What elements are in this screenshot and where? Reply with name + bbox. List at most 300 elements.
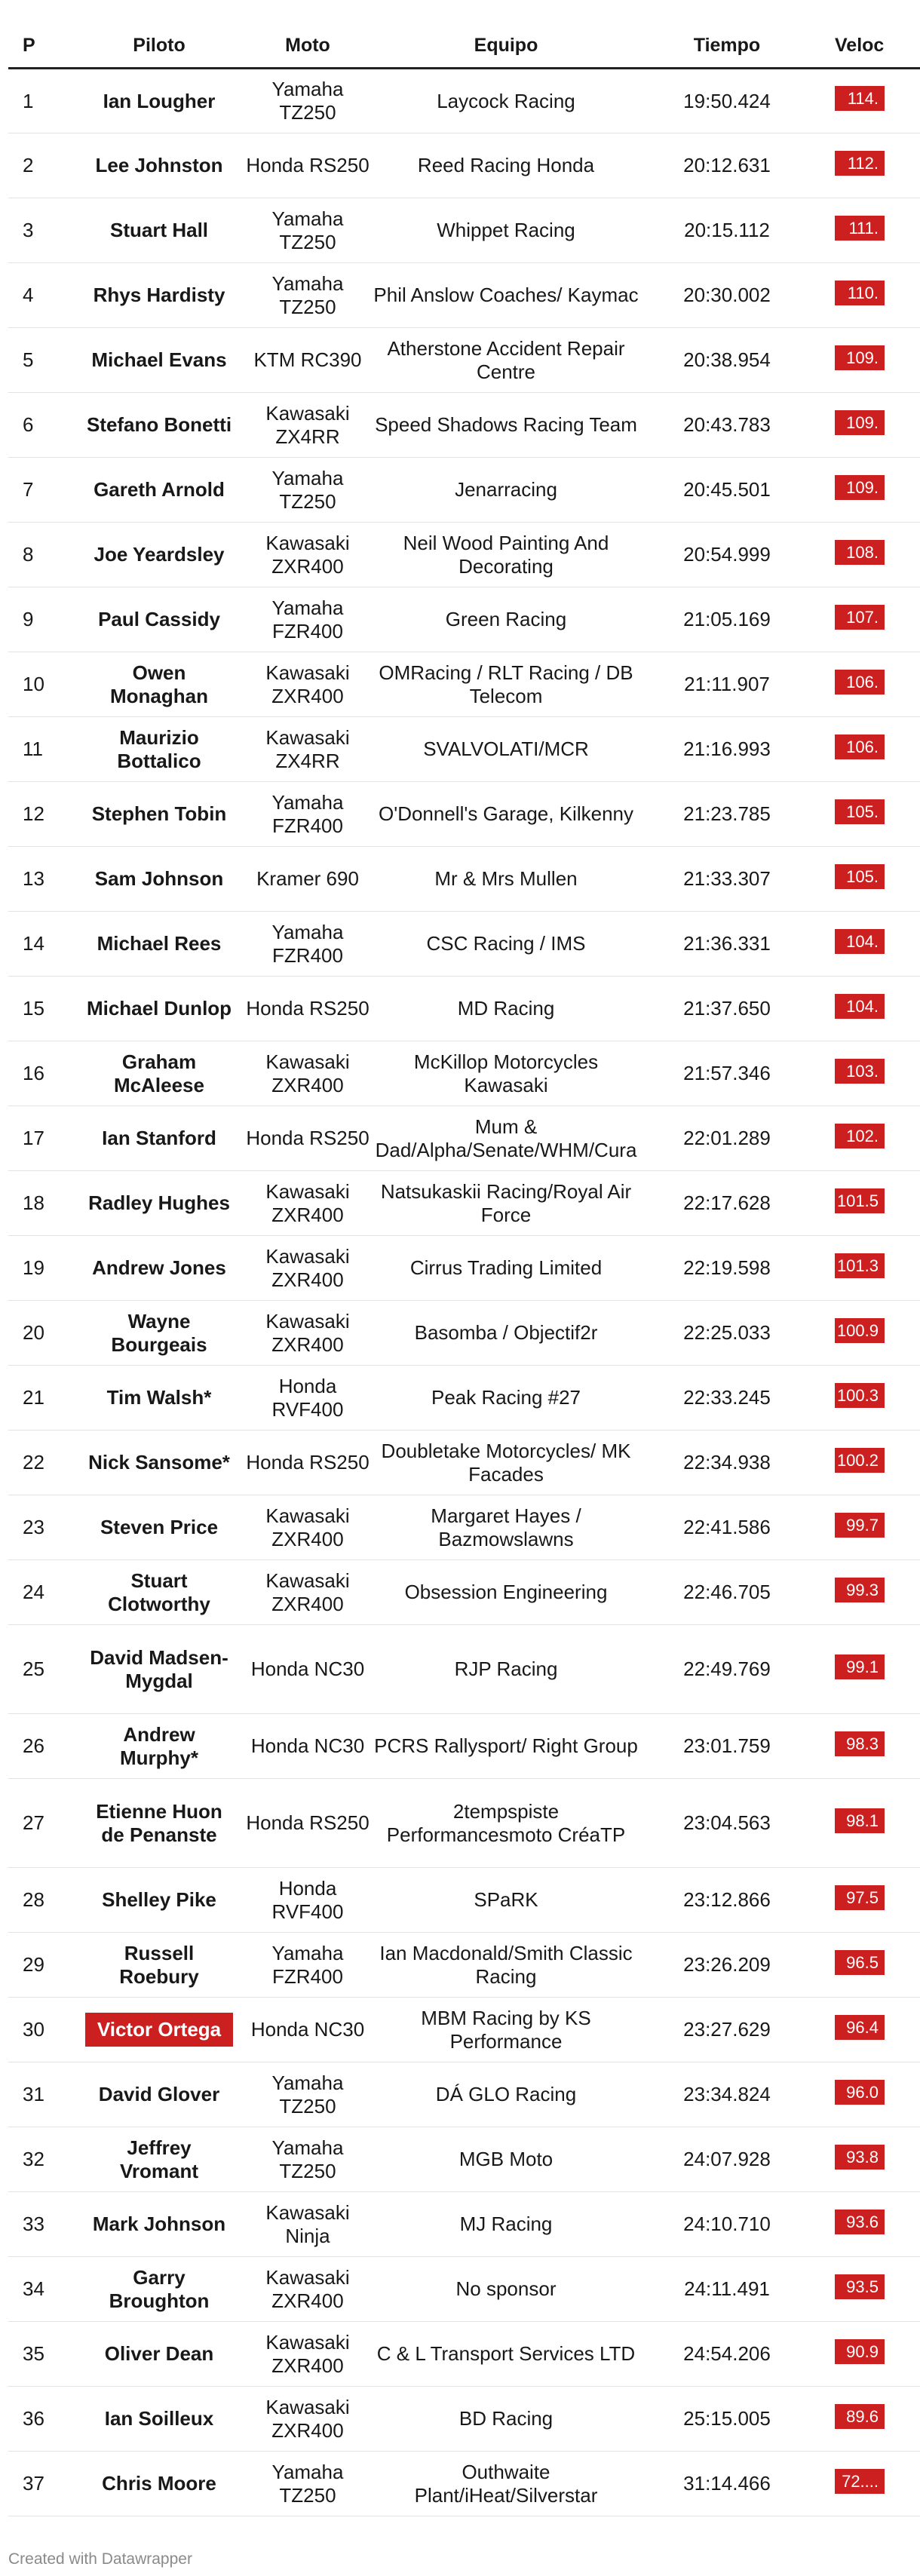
bike-cell: Yamaha TZ250 [242,458,373,523]
team-cell: Phil Anslow Coaches/ Kaymac [373,263,639,328]
time-cell: 22:33.245 [639,1366,815,1431]
team-cell: MJ Racing [373,2192,639,2257]
time-cell: 22:25.033 [639,1301,815,1366]
time-cell: 21:37.650 [639,977,815,1041]
table-row [8,847,920,912]
position-cell: 34 [8,2257,76,2322]
team-cell: Reed Racing Honda [373,133,639,198]
speed-badge: 112. [835,151,885,176]
team-cell: 2tempspiste Performancesmoto CréaTP [373,1779,639,1868]
team-cell: Laycock Racing [373,69,639,133]
rider-cell [76,652,242,717]
table-row [8,2062,920,2127]
header-speed: Veloc [815,24,920,69]
team-cell: MBM Racing by KS Performance [373,1998,639,2062]
time-cell: 22:01.289 [639,1106,815,1171]
rider-name: Paul Cassidy [98,608,220,630]
team-cell: Green Racing [373,587,639,652]
speed-cell [815,1236,920,1301]
rider-cell [76,717,242,782]
bike-cell: Kawasaki ZXR400 [242,2322,373,2387]
speed-badge: 108. [835,540,885,565]
bike-cell: Kawasaki ZXR400 [242,652,373,717]
rider-cell [76,1714,242,1779]
rider-name: Chris Moore [102,2472,216,2495]
rider-cell [76,1625,242,1714]
position-cell: 32 [8,2127,76,2192]
table-row [8,1625,920,1714]
time-cell: 24:10.710 [639,2192,815,2257]
speed-badge: 97.5 [835,1885,885,1910]
position-cell: 18 [8,1171,76,1236]
table-row [8,717,920,782]
bike-cell: Kawasaki ZXR400 [242,1236,373,1301]
speed-cell [815,1431,920,1495]
speed-cell [815,393,920,458]
rider-name: Stuart Clotworthy [108,1569,210,1615]
table-row [8,1933,920,1998]
speed-badge: 96.0 [835,2080,885,2105]
table-row [8,458,920,523]
speed-cell [815,912,920,977]
bike-cell: Kawasaki ZXR400 [242,1041,373,1106]
speed-badge: 99.7 [835,1513,885,1538]
team-cell: RJP Racing [373,1625,639,1714]
rider-cell [76,328,242,393]
speed-cell [815,458,920,523]
position-cell: 14 [8,912,76,977]
bike-cell: Yamaha TZ250 [242,2127,373,2192]
speed-badge: 104. [835,994,885,1019]
bike-cell: Yamaha FZR400 [242,912,373,977]
time-cell: 21:16.993 [639,717,815,782]
speed-badge: 101.5 [835,1188,885,1213]
position-cell: 19 [8,1236,76,1301]
team-cell: No sponsor [373,2257,639,2322]
rider-name: Russell Roebury [119,1941,199,1988]
rider-name: Stefano Bonetti [86,413,232,436]
speed-cell [815,1933,920,1998]
team-cell: O'Donnell's Garage, Kilkenny [373,782,639,847]
table-row [8,912,920,977]
table-row [8,393,920,458]
bike-cell: Honda NC30 [242,1625,373,1714]
team-cell: Jenarracing [373,458,639,523]
bike-cell: Kawasaki ZXR400 [242,1171,373,1236]
position-cell: 26 [8,1714,76,1779]
speed-cell [815,1106,920,1171]
time-cell: 20:43.783 [639,393,815,458]
team-cell: Cirrus Trading Limited [373,1236,639,1301]
rider-cell [76,263,242,328]
rider-name: Owen Monaghan [110,661,208,707]
speed-cell [815,652,920,717]
team-cell: OMRacing / RLT Racing / DB Telecom [373,652,639,717]
results-table-container [8,24,920,2516]
time-cell: 24:54.206 [639,2322,815,2387]
speed-cell [815,1779,920,1868]
time-cell: 22:46.705 [639,1560,815,1625]
bike-cell: KTM RC390 [242,328,373,393]
speed-cell [815,1301,920,1366]
speed-cell [815,2257,920,2322]
bike-cell: Honda RS250 [242,133,373,198]
rider-cell [76,1998,242,2062]
position-cell: 29 [8,1933,76,1998]
speed-cell [815,1998,920,2062]
rider-cell [76,847,242,912]
position-cell: 11 [8,717,76,782]
time-cell: 19:50.424 [639,69,815,133]
rider-cell [76,2257,242,2322]
position-cell: 22 [8,1431,76,1495]
rider-name: Oliver Dean [104,2342,214,2365]
bike-cell: Yamaha FZR400 [242,1933,373,1998]
bike-cell: Yamaha TZ250 [242,69,373,133]
rider-name: Ian Stanford [102,1127,216,1149]
rider-name: David Madsen-Mygdal [90,1645,228,1692]
team-cell: Speed Shadows Racing Team [373,393,639,458]
speed-badge: 100.9 [835,1318,885,1343]
position-cell: 7 [8,458,76,523]
position-cell: 25 [8,1625,76,1714]
bike-cell: Yamaha TZ250 [242,2452,373,2516]
position-cell: 33 [8,2192,76,2257]
speed-cell [815,69,920,133]
rider-cell [76,2062,242,2127]
time-cell: 31:14.466 [639,2452,815,2516]
speed-badge: 102. [835,1124,885,1148]
rider-cell [76,1106,242,1171]
bike-cell: Kawasaki Ninja [242,2192,373,2257]
team-cell: Outhwaite Plant/iHeat/Silverstar [373,2452,639,2516]
rider-name: David Glover [98,2083,220,2105]
header-rider: Piloto [76,24,242,69]
team-cell: Basomba / Objectif2r [373,1301,639,1366]
position-cell: 37 [8,2452,76,2516]
bike-cell: Honda RS250 [242,1431,373,1495]
bike-cell: Kawasaki ZXR400 [242,2257,373,2322]
rider-cell [76,1041,242,1106]
rider-cell [76,2322,242,2387]
rider-name: Shelley Pike [102,1888,216,1911]
table-row [8,2127,920,2192]
position-cell: 12 [8,782,76,847]
team-cell: Doubletake Motorcycles/ MK Facades [373,1431,639,1495]
time-cell: 20:38.954 [639,328,815,393]
rider-name: Michael Evans [91,348,227,371]
position-cell: 10 [8,652,76,717]
team-cell: SVALVOLATI/MCR [373,717,639,782]
rider-name: Graham McAleese [114,1050,204,1096]
speed-cell [815,977,920,1041]
speed-badge: 104. [835,929,885,954]
rider-cell [76,2127,242,2192]
rider-cell [76,133,242,198]
rider-name: Joe Yeardsley [94,543,225,566]
rider-name: Mark Johnson [92,2213,226,2235]
position-cell: 24 [8,1560,76,1625]
speed-cell [815,1560,920,1625]
rider-name: Victor Ortega [85,2013,233,2047]
position-cell: 9 [8,587,76,652]
time-cell: 21:11.907 [639,652,815,717]
rider-cell [76,1171,242,1236]
position-cell: 5 [8,328,76,393]
speed-cell [815,782,920,847]
speed-badge: 99.1 [835,1654,885,1679]
bike-cell: Honda RS250 [242,977,373,1041]
speed-badge: 106. [835,734,885,759]
rider-name: Rhys Hardisty [93,284,225,306]
speed-cell [815,1495,920,1560]
team-cell: McKillop Motorcycles Kawasaki [373,1041,639,1106]
table-row [8,2387,920,2452]
speed-badge: 99.3 [835,1578,885,1602]
speed-cell [815,1868,920,1933]
rider-name: Lee Johnston [95,154,223,176]
speed-badge: 105. [835,864,885,889]
rider-cell [76,523,242,587]
team-cell: BD Racing [373,2387,639,2452]
time-cell: 20:15.112 [639,198,815,263]
speed-cell [815,2452,920,2516]
team-cell: SPaRK [373,1868,639,1933]
bike-cell: Kawasaki ZXR400 [242,523,373,587]
table-row [8,1560,920,1625]
rider-name: Etienne Huon de Penanste [96,1799,222,1846]
speed-cell [815,328,920,393]
speed-badge: 98.1 [835,1808,885,1833]
time-cell: 20:54.999 [639,523,815,587]
table-row [8,2452,920,2516]
bike-cell: Yamaha TZ250 [242,198,373,263]
speed-badge: 106. [835,670,885,695]
time-cell: 20:30.002 [639,263,815,328]
team-cell: Mum & Dad/Alpha/Senate/WHM/Cura [373,1106,639,1171]
team-cell: MGB Moto [373,2127,639,2192]
rider-name: Maurizio Bottalico [117,725,201,772]
speed-badge: 72.... [835,2469,885,2494]
rider-name: Gareth Arnold [94,478,225,501]
speed-cell [815,133,920,198]
speed-badge: 105. [835,799,885,824]
position-cell: 15 [8,977,76,1041]
rider-cell [76,1236,242,1301]
table-row [8,198,920,263]
rider-name: Nick Sansome* [88,1451,230,1474]
time-cell: 21:36.331 [639,912,815,977]
header-row [8,24,920,69]
rider-name: Ian Lougher [103,89,216,112]
rider-name: Ian Soilleux [104,2407,214,2430]
speed-cell [815,2062,920,2127]
rider-cell [76,912,242,977]
team-cell: C & L Transport Services LTD [373,2322,639,2387]
table-row [8,1041,920,1106]
speed-badge: 100.2 [835,1448,885,1473]
team-cell: Mr & Mrs Mullen [373,847,639,912]
time-cell: 20:12.631 [639,133,815,198]
team-cell: Atherstone Accident Repair Centre [373,328,639,393]
speed-badge: 98.3 [835,1731,885,1756]
speed-cell [815,587,920,652]
bike-cell: Yamaha FZR400 [242,782,373,847]
bike-cell: Yamaha FZR400 [242,587,373,652]
speed-badge: 93.6 [835,2210,885,2234]
position-cell: 6 [8,393,76,458]
rider-name: Michael Dunlop [86,997,232,1020]
table-row [8,523,920,587]
speed-cell [815,717,920,782]
bike-cell: Kawasaki ZXR400 [242,1301,373,1366]
time-cell: 21:23.785 [639,782,815,847]
time-cell: 22:19.598 [639,1236,815,1301]
speed-cell [815,1171,920,1236]
team-cell: DÁ GLO Racing [373,2062,639,2127]
speed-cell [815,2387,920,2452]
time-cell: 23:34.824 [639,2062,815,2127]
rider-cell [76,1779,242,1868]
table-row [8,652,920,717]
position-cell: 17 [8,1106,76,1171]
speed-badge: 101.3 [835,1253,885,1278]
table-row [8,2322,920,2387]
speed-cell [815,523,920,587]
rider-cell [76,1301,242,1366]
time-cell: 23:01.759 [639,1714,815,1779]
bike-cell: Yamaha TZ250 [242,263,373,328]
team-cell: Neil Wood Painting And Decorating [373,523,639,587]
table-row [8,133,920,198]
time-cell: 23:04.563 [639,1779,815,1868]
position-cell: 16 [8,1041,76,1106]
speed-cell [815,198,920,263]
position-cell: 13 [8,847,76,912]
bike-cell: Kramer 690 [242,847,373,912]
table-row [8,1366,920,1431]
bike-cell: Honda RS250 [242,1779,373,1868]
rider-cell [76,198,242,263]
speed-badge: 109. [835,345,885,370]
team-cell: Ian Macdonald/Smith Classic Racing [373,1933,639,1998]
rider-name: Michael Rees [97,932,222,955]
header-team: Equipo [373,24,639,69]
bike-cell: Kawasaki ZX4RR [242,393,373,458]
position-cell: 8 [8,523,76,587]
bike-cell: Kawasaki ZX4RR [242,717,373,782]
team-cell: Peak Racing #27 [373,1366,639,1431]
speed-cell [815,2192,920,2257]
position-cell: 3 [8,198,76,263]
speed-badge: 114. [835,86,885,111]
rider-cell [76,1366,242,1431]
speed-cell [815,2322,920,2387]
team-cell: Obsession Engineering [373,1560,639,1625]
team-cell: CSC Racing / IMS [373,912,639,977]
rider-cell [76,587,242,652]
header-time: Tiempo [639,24,815,69]
position-cell: 4 [8,263,76,328]
position-cell: 35 [8,2322,76,2387]
table-row [8,1779,920,1868]
rider-name: Garry Broughton [109,2265,210,2312]
time-cell: 22:17.628 [639,1171,815,1236]
speed-cell [815,1625,920,1714]
table-row [8,328,920,393]
time-cell: 22:49.769 [639,1625,815,1714]
speed-badge: 93.5 [835,2274,885,2299]
team-cell: Whippet Racing [373,198,639,263]
speed-cell [815,1714,920,1779]
rider-cell [76,1495,242,1560]
table-row [8,1998,920,2062]
rider-name: Steven Price [100,1516,219,1538]
speed-cell [815,263,920,328]
table-row [8,1171,920,1236]
rider-cell [76,782,242,847]
team-cell: MD Racing [373,977,639,1041]
table-row [8,1495,920,1560]
rider-name: Tim Walsh* [106,1386,212,1409]
speed-badge: 96.4 [835,2015,885,2040]
rider-cell [76,1933,242,1998]
results-table [8,24,920,2516]
rider-name: Radley Hughes [88,1191,230,1214]
bike-cell: Kawasaki ZXR400 [242,1560,373,1625]
position-cell: 20 [8,1301,76,1366]
rider-name: Sam Johnson [94,867,224,890]
speed-badge: 103. [835,1059,885,1084]
position-cell: 27 [8,1779,76,1868]
speed-badge: 110. [835,281,885,305]
rider-name: Jeffrey Vromant [119,2136,199,2182]
position-cell: 36 [8,2387,76,2452]
time-cell: 20:45.501 [639,458,815,523]
header-position: P [8,24,76,69]
speed-badge: 89.6 [835,2404,885,2429]
rider-name: Andrew Jones [92,1256,226,1279]
rider-cell [76,1560,242,1625]
rider-cell [76,2192,242,2257]
bike-cell: Honda RS250 [242,1106,373,1171]
time-cell: 21:05.169 [639,587,815,652]
time-cell: 24:07.928 [639,2127,815,2192]
rider-name: Andrew Murphy* [120,1722,198,1769]
bike-cell: Kawasaki ZXR400 [242,2387,373,2452]
position-cell: 30 [8,1998,76,2062]
speed-badge: 96.5 [835,1950,885,1975]
time-cell: 25:15.005 [639,2387,815,2452]
team-cell: Natsukaskii Racing/Royal Air Force [373,1171,639,1236]
table-row [8,1106,920,1171]
table-row [8,1714,920,1779]
time-cell: 23:12.866 [639,1868,815,1933]
rider-cell [76,1431,242,1495]
speed-badge: 90.9 [835,2339,885,2364]
rider-cell [76,2452,242,2516]
header-bike: Moto [242,24,373,69]
rider-cell [76,393,242,458]
position-cell: 23 [8,1495,76,1560]
table-row [8,69,920,133]
speed-cell [815,847,920,912]
team-cell: Margaret Hayes / Bazmowslawns [373,1495,639,1560]
bike-cell: Honda RVF400 [242,1868,373,1933]
speed-badge: 109. [835,410,885,435]
position-cell: 21 [8,1366,76,1431]
table-row [8,977,920,1041]
